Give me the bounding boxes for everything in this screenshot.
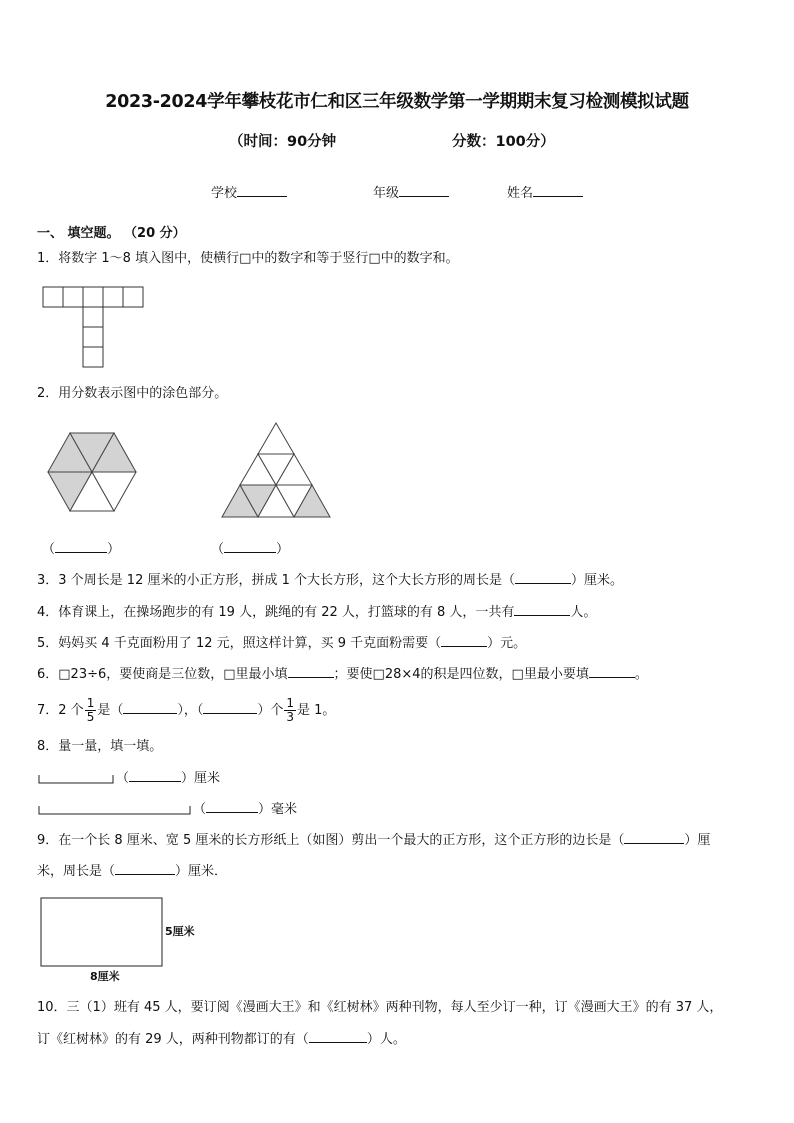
rectangle-width-label: 5厘米 xyxy=(165,925,195,938)
measure-answer-cm: （ ）厘米 xyxy=(116,771,221,786)
blank[interactable] xyxy=(515,571,571,584)
question-6: 6．□23÷6，要使商是三位数，□里最小填 ；要使□28×4的积是四位数，□里最小要填 。 xyxy=(37,667,648,682)
name-field xyxy=(507,182,583,201)
grade-field xyxy=(373,182,449,201)
question-4: 4．体育课上，在操场跑步的有 19 人，跳绳的有 22 人，打篮球的有 8 人，一共有 人。 xyxy=(37,605,597,620)
blank[interactable] xyxy=(441,634,487,647)
school-field xyxy=(211,182,287,201)
question-9-line1: 9．在一个长 8 厘米、宽 5 厘米的长方形纸上（如图）剪出一个最大的正方形，这个正方形的边长是（ ）厘 xyxy=(37,833,711,848)
blank[interactable] xyxy=(55,540,107,553)
t-grid-figure xyxy=(42,286,144,368)
blank[interactable] xyxy=(115,862,175,875)
hexagon-figure xyxy=(47,432,137,512)
question-2: 2．用分数表示图中的涂色部分。 xyxy=(37,386,228,401)
question-10-line2: 订《红树林》的有 29 人，两种刊物都订的有（ ）人。 xyxy=(37,1032,406,1047)
page-title: 2023-2024学年攀枝花市仁和区三年级数学第一学期期末复习检测模拟试题 xyxy=(105,92,689,112)
question-7: 7．2 个 $\frac{1}{5}$ 是（ ），（ ）个 $\frac{1}{3}$ 是 1。 xyxy=(37,696,336,724)
question-10-line1: 10．三（1）班有 45 人，要订阅《漫画大王》和《红树林》两种刊物，每人至少订一种，订《漫画大王》的有 37 人， xyxy=(37,1000,723,1015)
blank[interactable] xyxy=(589,665,635,678)
question-1: 1．将数字 1～8 填入图中，使横行□中的数字和等于竖行□中的数字和。 xyxy=(37,251,459,266)
grid-cell xyxy=(83,287,103,307)
rectangle-figure xyxy=(40,897,163,967)
rectangle-length-label: 8厘米 xyxy=(90,970,120,983)
answer-blank-triangle: （ ） xyxy=(211,542,290,557)
question-9-line2: 米，周长是（ ）厘米． xyxy=(37,864,228,879)
grid-cell xyxy=(83,327,103,347)
section-title: 一、 填空题。 （20 分） xyxy=(37,226,186,241)
grade-label: 年级 xyxy=(373,186,400,201)
name-label: 姓名 xyxy=(507,186,534,201)
blank[interactable] xyxy=(224,540,276,553)
fraction-one-fifth: $\frac{1}{5}$ xyxy=(86,696,95,724)
grid-cell xyxy=(103,287,123,307)
grid-cell xyxy=(43,287,63,307)
blank[interactable] xyxy=(206,800,258,813)
answer-blank-hexagon: （ ） xyxy=(42,542,121,557)
question-8: 8．量一量，填一填。 xyxy=(37,739,163,754)
fraction-one-third: $\frac{1}{3}$ xyxy=(286,696,295,724)
grid-cell xyxy=(83,307,103,327)
blank[interactable] xyxy=(288,665,334,678)
question-5: 5．妈妈买 4 千克面粉用了 12 元，照这样计算，买 9 千克面粉需要（ ）元。 xyxy=(37,636,527,651)
exam-time: （时间：90分钟 xyxy=(229,134,337,150)
blank[interactable] xyxy=(203,701,257,714)
triangle-figure xyxy=(221,422,331,518)
blank[interactable] xyxy=(624,831,684,844)
name-input-line[interactable] xyxy=(533,184,583,197)
blank[interactable] xyxy=(129,769,181,782)
grade-input-line[interactable] xyxy=(399,184,449,197)
blank[interactable] xyxy=(309,1030,367,1043)
school-input-line[interactable] xyxy=(237,184,287,197)
measure-line-short xyxy=(38,774,114,784)
exam-score: 分数：100分） xyxy=(452,134,555,150)
measure-line-long xyxy=(38,805,191,815)
blank[interactable] xyxy=(123,701,177,714)
grid-cell xyxy=(83,347,103,367)
school-label: 学校 xyxy=(211,186,238,201)
question-3: 3．3 个周长是 12 厘米的小正方形，拼成 1 个大长方形，这个大长方形的周长是（ ）厘米。 xyxy=(37,573,624,588)
grid-cell xyxy=(63,287,83,307)
measure-answer-mm: （ ）毫米 xyxy=(193,802,298,817)
blank[interactable] xyxy=(514,603,570,616)
grid-cell xyxy=(123,287,143,307)
